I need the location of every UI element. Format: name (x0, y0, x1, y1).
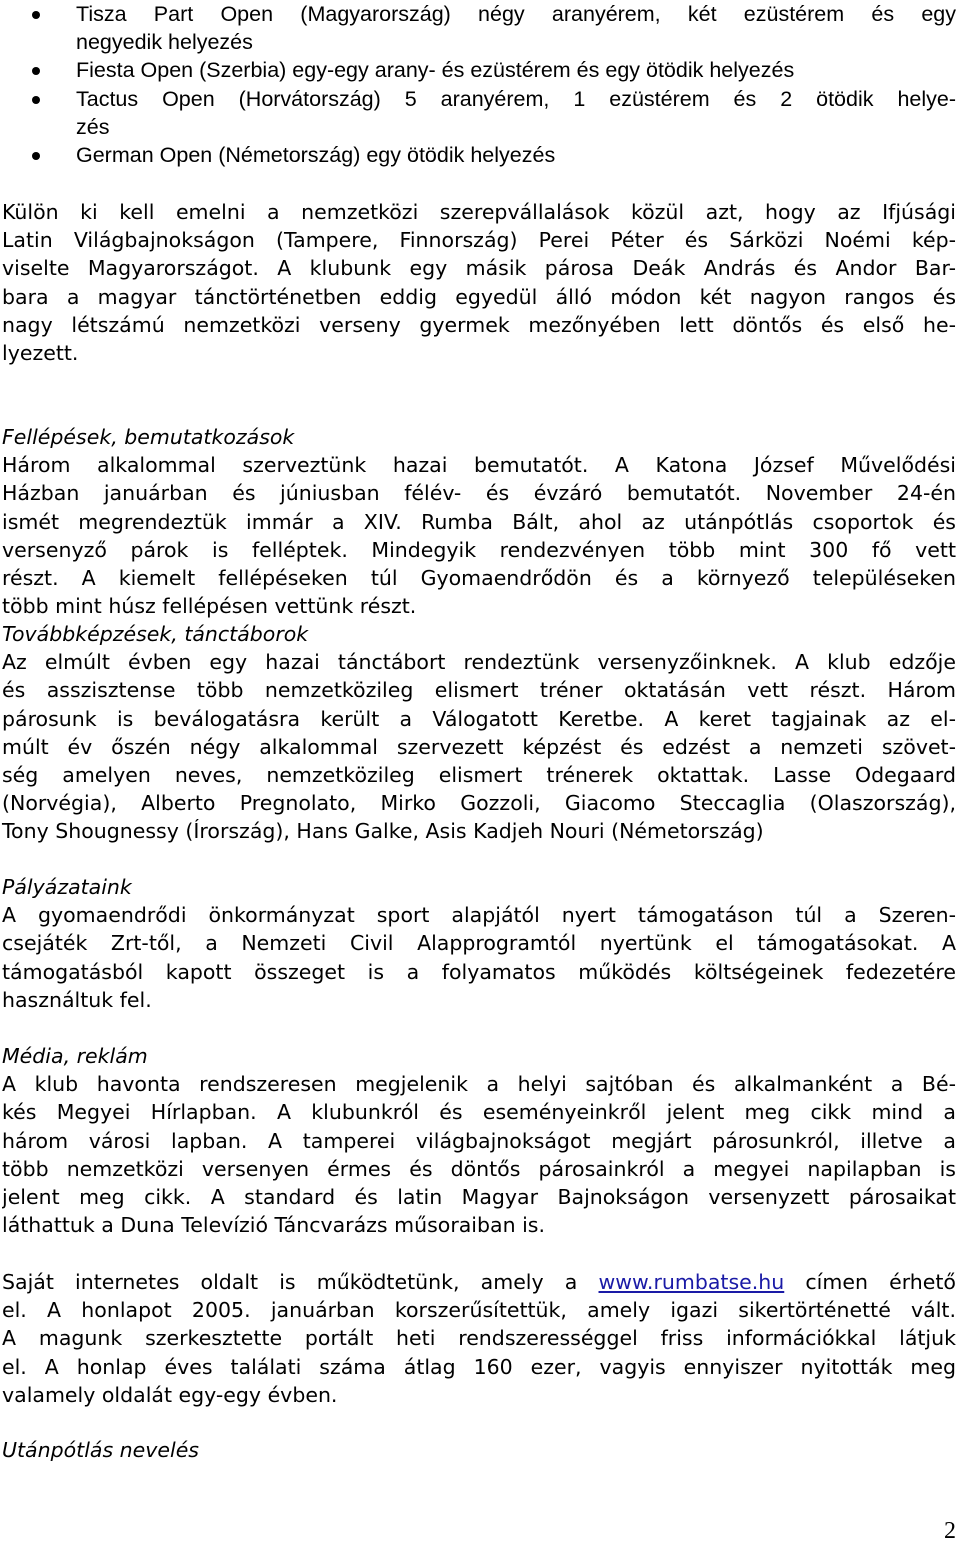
paragraph-line: több mint húsz fellépésen vettünk részt. (2, 594, 417, 619)
paragraph-line: (Norvégia), Alberto Pregnolato, Mirko Gozzoli, Giacomo Steccaglia (Olaszország), (2, 791, 956, 816)
paragraph-line: támogatásból kapott összeget is a folyamatos működés költségeinek fedezetére (2, 959, 956, 984)
results-list (2, 0, 956, 169)
grants-section (2, 873, 956, 1014)
list-item-line: German Open (Németország) egy ötödik helyezés (76, 142, 556, 167)
paragraph-line: és asszisztense több nemzetközileg elismert tréner oktatásán vett részt. Három (2, 678, 956, 703)
paragraph-line: lyezett. (2, 340, 79, 365)
bullet-icon (32, 11, 40, 19)
paragraph-line: több nemzetközi versenyen érmes és döntős párosainkról a megyei napilapban is (2, 1156, 956, 1181)
section-heading: Média, reklám (2, 1044, 148, 1068)
paragraph-line: Latin Világbajnokságon (Tampere, Finnország) Perei Péter és Sárközi Noémi kép- (2, 228, 956, 253)
page-number: 2 (944, 1518, 956, 1544)
media-section (2, 1042, 956, 1239)
paragraph-line: kés Megyei Hírlapban. A klubunkról és eseményeinkről jelent meg cikk mind a (2, 1100, 956, 1125)
paragraph-line: Tony Shougnessy (Írország), Hans Galke, Asis Kadjeh Nouri (Németország) (2, 819, 764, 844)
paragraph-line: bara a magyar tánctörténetben eddig egyedül álló módon két nagyon rangos és (2, 284, 956, 309)
paragraph-line: múlt év őszén négy alkalommal szervezett képzést és edzést a nemzeti szövet- (2, 734, 956, 759)
paragraph-line: A gyomaendrődi önkormányzat sport alapjától nyert támogatáson túl a Szeren- (2, 903, 956, 928)
paragraph-line (2, 1268, 956, 1296)
section-heading: Utánpótlás nevelés (2, 1438, 199, 1462)
bullet-icon (32, 152, 40, 160)
bullet-icon (32, 67, 40, 75)
paragraph-line: valamely oldalát egy-egy évben. (2, 1382, 338, 1407)
list-item-line: zés (76, 114, 110, 139)
paragraph-line: részt. A kiemelt fellépéseken túl Gyomaendrődön és a környező településeken (2, 565, 956, 590)
paragraph-line: jelent meg cikk. A standard és latin Magyar Bajnokságon versenyzett párosaikat (2, 1184, 956, 1209)
international-paragraph (2, 198, 956, 367)
list-item-line: Tisza Part Open (Magyarország) négy aranyérem, két ezüstérem és egy (76, 2, 956, 26)
section-heading: Továbbképzések, tánctáborok (2, 622, 309, 646)
paragraph-line: nagy létszámú nemzetközi verseny gyermek mezőnyében lett döntős és első he- (2, 312, 956, 337)
bullet-icon (32, 96, 40, 104)
website-link[interactable]: www.rumbatse.hu (598, 1270, 785, 1294)
list-item (2, 85, 956, 141)
paragraph-line: Három alkalommal szerveztünk hazai bemutatót. A Katona József Művelődési (2, 453, 956, 478)
paragraph-line: láthattuk a Duna Televízió Táncvarázs műsoraiban is. (2, 1213, 545, 1238)
section-heading: Fellépések, bemutatkozások (2, 425, 295, 449)
paragraph-line: el. A honlapot 2005. januárban korszerűsítettük, amely igazi sikertörténetté vált. (2, 1298, 956, 1323)
training-section (2, 620, 956, 846)
paragraph-line: el. A honlap éves találati száma átlag 160 ezer, vagyis ennyiszer nyitották meg (2, 1354, 956, 1379)
paragraph-line: viselte Magyarországot. A klubunk egy másik párosa Deák András és Andor Bar- (2, 256, 956, 281)
list-item (2, 141, 956, 169)
list-item (2, 0, 956, 56)
paragraph-line: csejáték Zrt-től, a Nemzeti Civil Alapprogramtól nyertünk el támogatásokat. A (2, 931, 956, 956)
paragraph-line: Külön ki kell emelni a nemzetközi szerepvállalások közül azt, hogy az Ifjúsági (2, 200, 956, 224)
paragraph-line: három városi lapban. A tamperei világbajnokságot megjárt párosunkról, illetve a (2, 1128, 956, 1153)
paragraph-line: A klub havonta rendszeresen megjelenik a helyi sajtóban és alkalmanként a Bé- (2, 1072, 956, 1097)
paragraph-line: használtuk fel. (2, 987, 152, 1012)
list-item-line: Tactus Open (Horvátország) 5 aranyérem, 1 ezüstérem és 2 ötödik helye- (76, 86, 956, 111)
paragraph-line: ség amelyen neves, nemzetközileg elismert trénerek oktattak. Lasse Odegaard (2, 762, 956, 787)
performances-section (2, 423, 956, 620)
section-heading: Pályázataink (2, 875, 132, 899)
paragraph-line: ismét megrendeztük immár a XIV. Rumba Bált, ahol az utánpótlás csoportok és (2, 509, 956, 534)
website-paragraph (2, 1268, 956, 1409)
paragraph-line: Az elmúlt évben egy hazai tánctábort rendeztünk versenyzőinknek. A klub edzője (2, 650, 956, 675)
youth-section (2, 1436, 956, 1464)
paragraph-line: Házban januárban és júniusban félév- és évzáró bemutatót. November 24-én (2, 481, 956, 506)
text-segment: Saját internetes oldalt is működtetünk, amely a (2, 1270, 599, 1294)
list-item (2, 56, 956, 84)
paragraph-line: versenyző párok is felléptek. Mindegyik rendezvényen több mint 300 fő vett (2, 537, 956, 562)
text-segment: címen érhető (784, 1270, 956, 1294)
paragraph-line: párosunk is beválogatásra került a Válogatott Keretbe. A keret tagjainak az el- (2, 706, 956, 731)
list-item-line: negyedik helyezés (76, 30, 253, 55)
list-item-line: Fiesta Open (Szerbia) egy-egy arany- és ezüstérem és egy ötödik helyezés (76, 58, 795, 83)
paragraph-line: A magunk szerkesztette portált heti rendszerességgel friss információkkal látjuk (2, 1326, 956, 1351)
